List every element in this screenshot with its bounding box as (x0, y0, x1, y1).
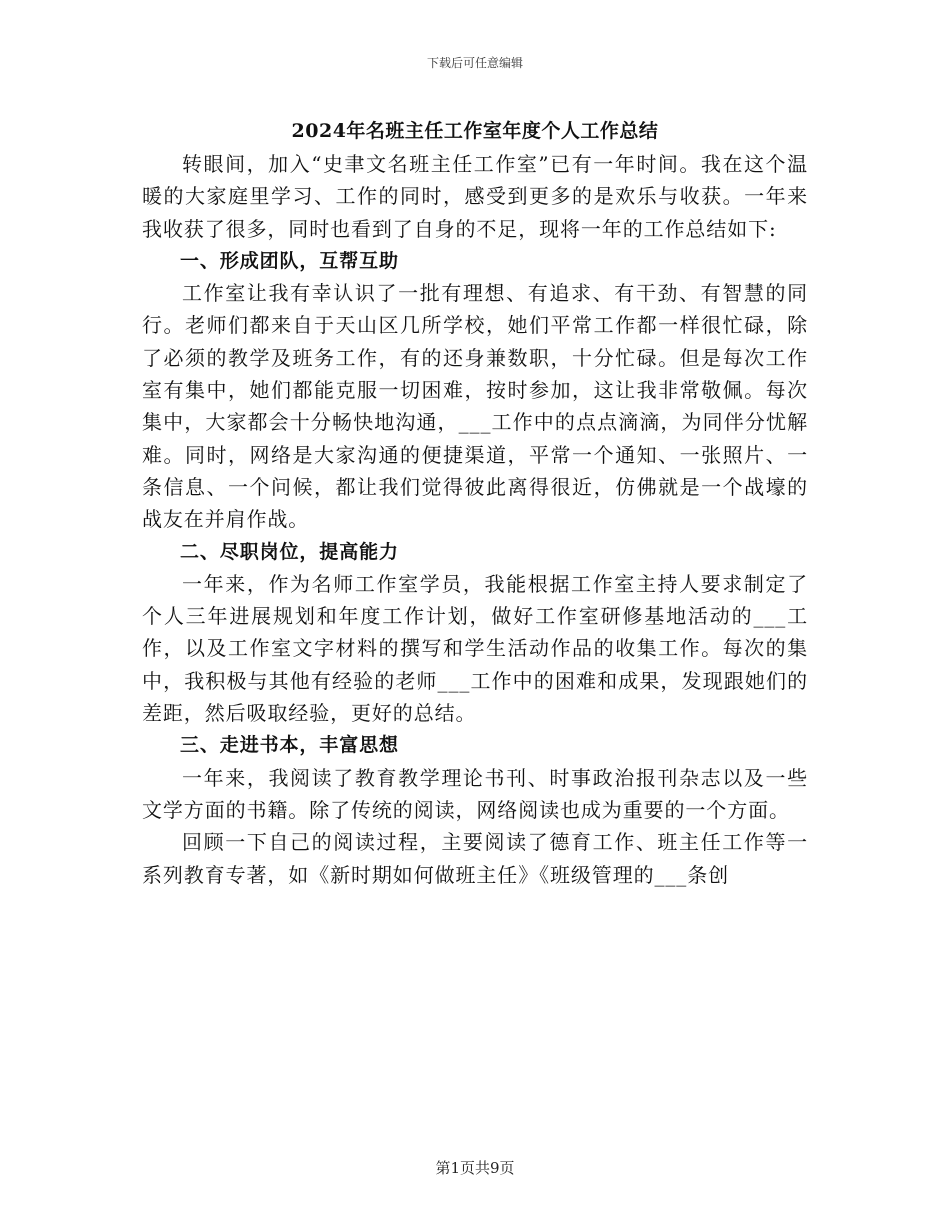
section-2-paragraph-1: 一年来，作为名师工作室学员，我能根据工作室主持人要求制定了个人三年进展规划和年度工作计划，做好工作室研修基地活动的___工作，以及工作室文字材料的撰写和学生活动作品的收集工作。每次的集中，我积极与其他有经验的老师___工作中的困难和成果，发现跟她们的差距，然后吸取经验，更好的总结。 (142, 571, 808, 726)
section-3-paragraph-2: 回顾一下自己的阅读过程，主要阅读了德育工作、班主任工作等一系列教育专著，如《新时期如何做班主任》《班级管理的___条创 (142, 830, 808, 887)
section-3-paragraph-1: 一年来，我阅读了教育教学理论书刊、时事政治报刊杂志以及一些文学方面的书籍。除了传统的阅读，网络阅读也成为重要的一个方面。 (142, 765, 808, 822)
document-title: 2024年名班主任工作室年度个人工作总结 (291, 120, 659, 142)
page-number: 第1页共9页 (435, 1159, 515, 1177)
header-note: 下载后可任意编辑 (426, 56, 523, 70)
document-body (142, 148, 808, 891)
section-heading-3: 三、走进书本，丰富思想 (180, 734, 399, 757)
section-heading-1: 一、形成团队，互帮互助 (180, 249, 399, 272)
intro-paragraph: 转眼间，加入“史聿文名班主任工作室”已有一年时间。我在这个温暖的大家庭里学习、工作的同时，感受到更多的是欢乐与收获。一年来我收获了很多，同时也看到了自身的不足，现将一年的工作总结如下: (142, 152, 808, 241)
section-1-paragraph-1: 工作室让我有幸认识了一批有理想、有追求、有干劲、有智慧的同行。老师们都来自于天山区几所学校，她们平常工作都一样很忙碌，除了必须的教学及班务工作，有的还身兼数职，十分忙碌。但是每次工作室有集中，她们都能克服一切困难，按时参加，这让我非常敬佩。每次集中，大家都会十分畅快地沟通，___工作中的点点滴滴，为同伴分忧解难。同时，网络是大家沟通的便捷渠道，平常一个通知、一张照片、一条信息、一个问候，都让我们觉得彼此离得很近，仿佛就是一个战壕的战友在并肩作战。 (142, 281, 808, 532)
section-heading-2: 二、尽职岗位，提高能力 (180, 540, 399, 563)
